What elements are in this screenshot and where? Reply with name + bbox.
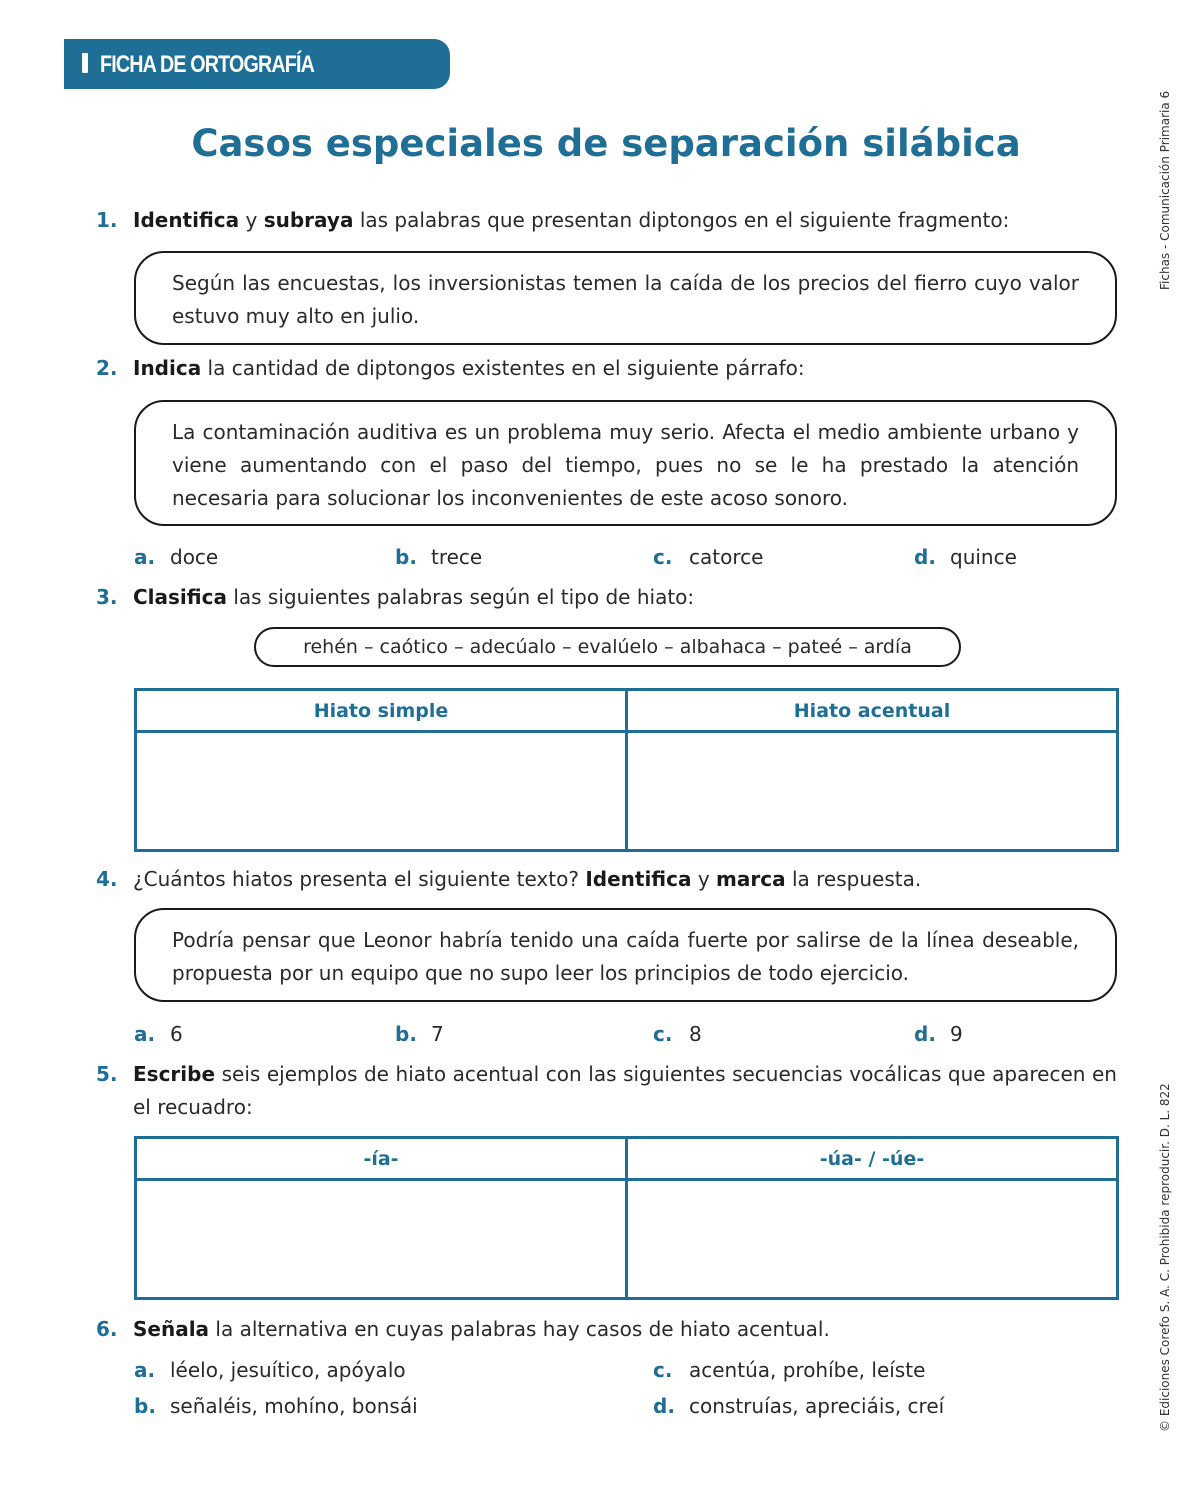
instruction-text: la alternativa en cuyas palabras hay casos de hiato acentual. <box>209 1317 830 1341</box>
instruction-text: las palabras que presentan diptongos en el siguiente fragmento: <box>353 208 1010 232</box>
instruction-verb: Identifica <box>133 208 240 232</box>
option-letter: b. <box>395 1022 417 1046</box>
instruction-verb: Identifica <box>585 867 692 891</box>
question-number: 1. <box>96 208 118 232</box>
word-list-box: rehén – caótico – adecúalo – evalúelo – albahaca – pateé – ardía <box>254 627 961 667</box>
instruction-verb: subraya <box>263 208 354 232</box>
option-text: 8 <box>689 1022 702 1046</box>
text-fragment-box: Podría pensar que Leonor habría tenido una caída fuerte por salirse de la línea deseable, propuesta por un equipo que no supo leer los principios de todo ejercicio. <box>134 908 1117 1002</box>
option-text: 9 <box>950 1022 963 1046</box>
option-letter: d. <box>914 545 936 569</box>
question-number: 2. <box>96 356 118 380</box>
instruction-verb: Clasifica <box>133 585 227 609</box>
option-text: catorce <box>689 545 764 569</box>
instruction-text: seis ejemplos de hiato acentual con las siguientes secuencias vocálicas que aparecen en el recuadro: <box>133 1062 1117 1119</box>
option-letter: b. <box>395 545 417 569</box>
option-letter: a. <box>134 1358 156 1382</box>
answer-cell-hiato-acentual[interactable] <box>627 732 1118 851</box>
question-5 <box>96 1058 1117 1124</box>
option-text: doce <box>170 545 219 569</box>
option-d[interactable] <box>914 1019 963 1049</box>
instruction-verb: marca <box>716 867 786 891</box>
instruction-text: la cantidad de diptongos existentes en el siguiente párrafo: <box>201 356 805 380</box>
option-a[interactable] <box>134 1019 183 1049</box>
section-header-tab <box>64 39 450 89</box>
header-bar-icon <box>82 53 88 73</box>
option-letter: b. <box>134 1394 156 1418</box>
question-number: 6. <box>96 1317 118 1341</box>
paragraph-box: La contaminación auditiva es un problema muy serio. Afecta el medio ambiente urbano y viene aumentando con el paso del tiempo, pues no se le ha prestado la atención necesaria para solucionar los inconvenientes de este acoso sonoro. <box>134 400 1117 526</box>
question-6 <box>96 1313 1120 1346</box>
option-c[interactable] <box>653 542 763 572</box>
instruction-verb: Escribe <box>133 1062 216 1086</box>
column-header-ia: -ía- <box>136 1138 627 1180</box>
option-letter: d. <box>653 1394 675 1418</box>
side-text-bottom: © Ediciones Corefo S. A. C. Prohibida reproducir. D. L. 822 <box>1158 1083 1172 1432</box>
question-4 <box>96 863 1120 896</box>
option-text: acentúa, prohíbe, leíste <box>689 1358 926 1382</box>
option-letter: c. <box>653 1358 673 1382</box>
option-text: trece <box>431 545 483 569</box>
page-title: Casos especiales de separación silábica <box>191 122 1021 165</box>
answer-cell-ia[interactable] <box>136 1180 627 1299</box>
option-text: construías, apreciáis, creí <box>689 1394 945 1418</box>
option-b[interactable] <box>395 542 482 572</box>
column-header-hiato-simple: Hiato simple <box>136 690 627 732</box>
answer-cell-hiato-simple[interactable] <box>136 732 627 851</box>
option-letter: c. <box>653 1022 673 1046</box>
option-text: 7 <box>431 1022 444 1046</box>
option-text: quince <box>950 545 1017 569</box>
option-text: 6 <box>170 1022 183 1046</box>
option-d[interactable] <box>914 542 1017 572</box>
instruction-text: y <box>691 867 717 891</box>
text-fragment-box: Según las encuestas, los inversionistas temen la caída de los precios del fierro cuyo valor estuvo muy alto en julio. <box>134 251 1117 345</box>
option-d[interactable] <box>653 1391 944 1421</box>
question-3 <box>96 581 1120 614</box>
instruction-text: la respuesta. <box>785 867 922 891</box>
hiato-examples-table <box>134 1136 1119 1300</box>
answer-cell-ua-ue[interactable] <box>627 1180 1118 1299</box>
option-text: léelo, jesuítico, apóyalo <box>170 1358 406 1382</box>
question-number: 5. <box>96 1062 118 1086</box>
option-letter: a. <box>134 1022 156 1046</box>
option-b[interactable] <box>395 1019 444 1049</box>
instruction-text: y <box>239 208 264 232</box>
section-header-label: FICHA DE ORTOGRAFÍA <box>100 51 315 78</box>
option-a[interactable] <box>134 542 218 572</box>
column-header-ua-ue: -úa- / -úe- <box>627 1138 1118 1180</box>
option-letter: d. <box>914 1022 936 1046</box>
option-letter: a. <box>134 545 156 569</box>
instruction-verb: Indica <box>133 356 202 380</box>
option-b[interactable] <box>134 1391 418 1421</box>
option-c[interactable] <box>653 1355 925 1385</box>
option-text: señaléis, mohíno, bonsái <box>170 1394 418 1418</box>
option-a[interactable] <box>134 1355 406 1385</box>
instruction-text: las siguientes palabras según el tipo de hiato: <box>226 585 695 609</box>
option-c[interactable] <box>653 1019 702 1049</box>
hiato-classification-table <box>134 688 1119 852</box>
option-letter: c. <box>653 545 673 569</box>
question-2 <box>96 352 1120 385</box>
question-number: 3. <box>96 585 118 609</box>
question-1 <box>96 204 1120 237</box>
column-header-hiato-acentual: Hiato acentual <box>627 690 1118 732</box>
side-text-top: Fichas - Comunicación Primaria 6 <box>1158 90 1172 290</box>
instruction-verb: Señala <box>133 1317 210 1341</box>
instruction-text: ¿Cuántos hiatos presenta el siguiente texto? <box>133 867 586 891</box>
question-number: 4. <box>96 867 118 891</box>
